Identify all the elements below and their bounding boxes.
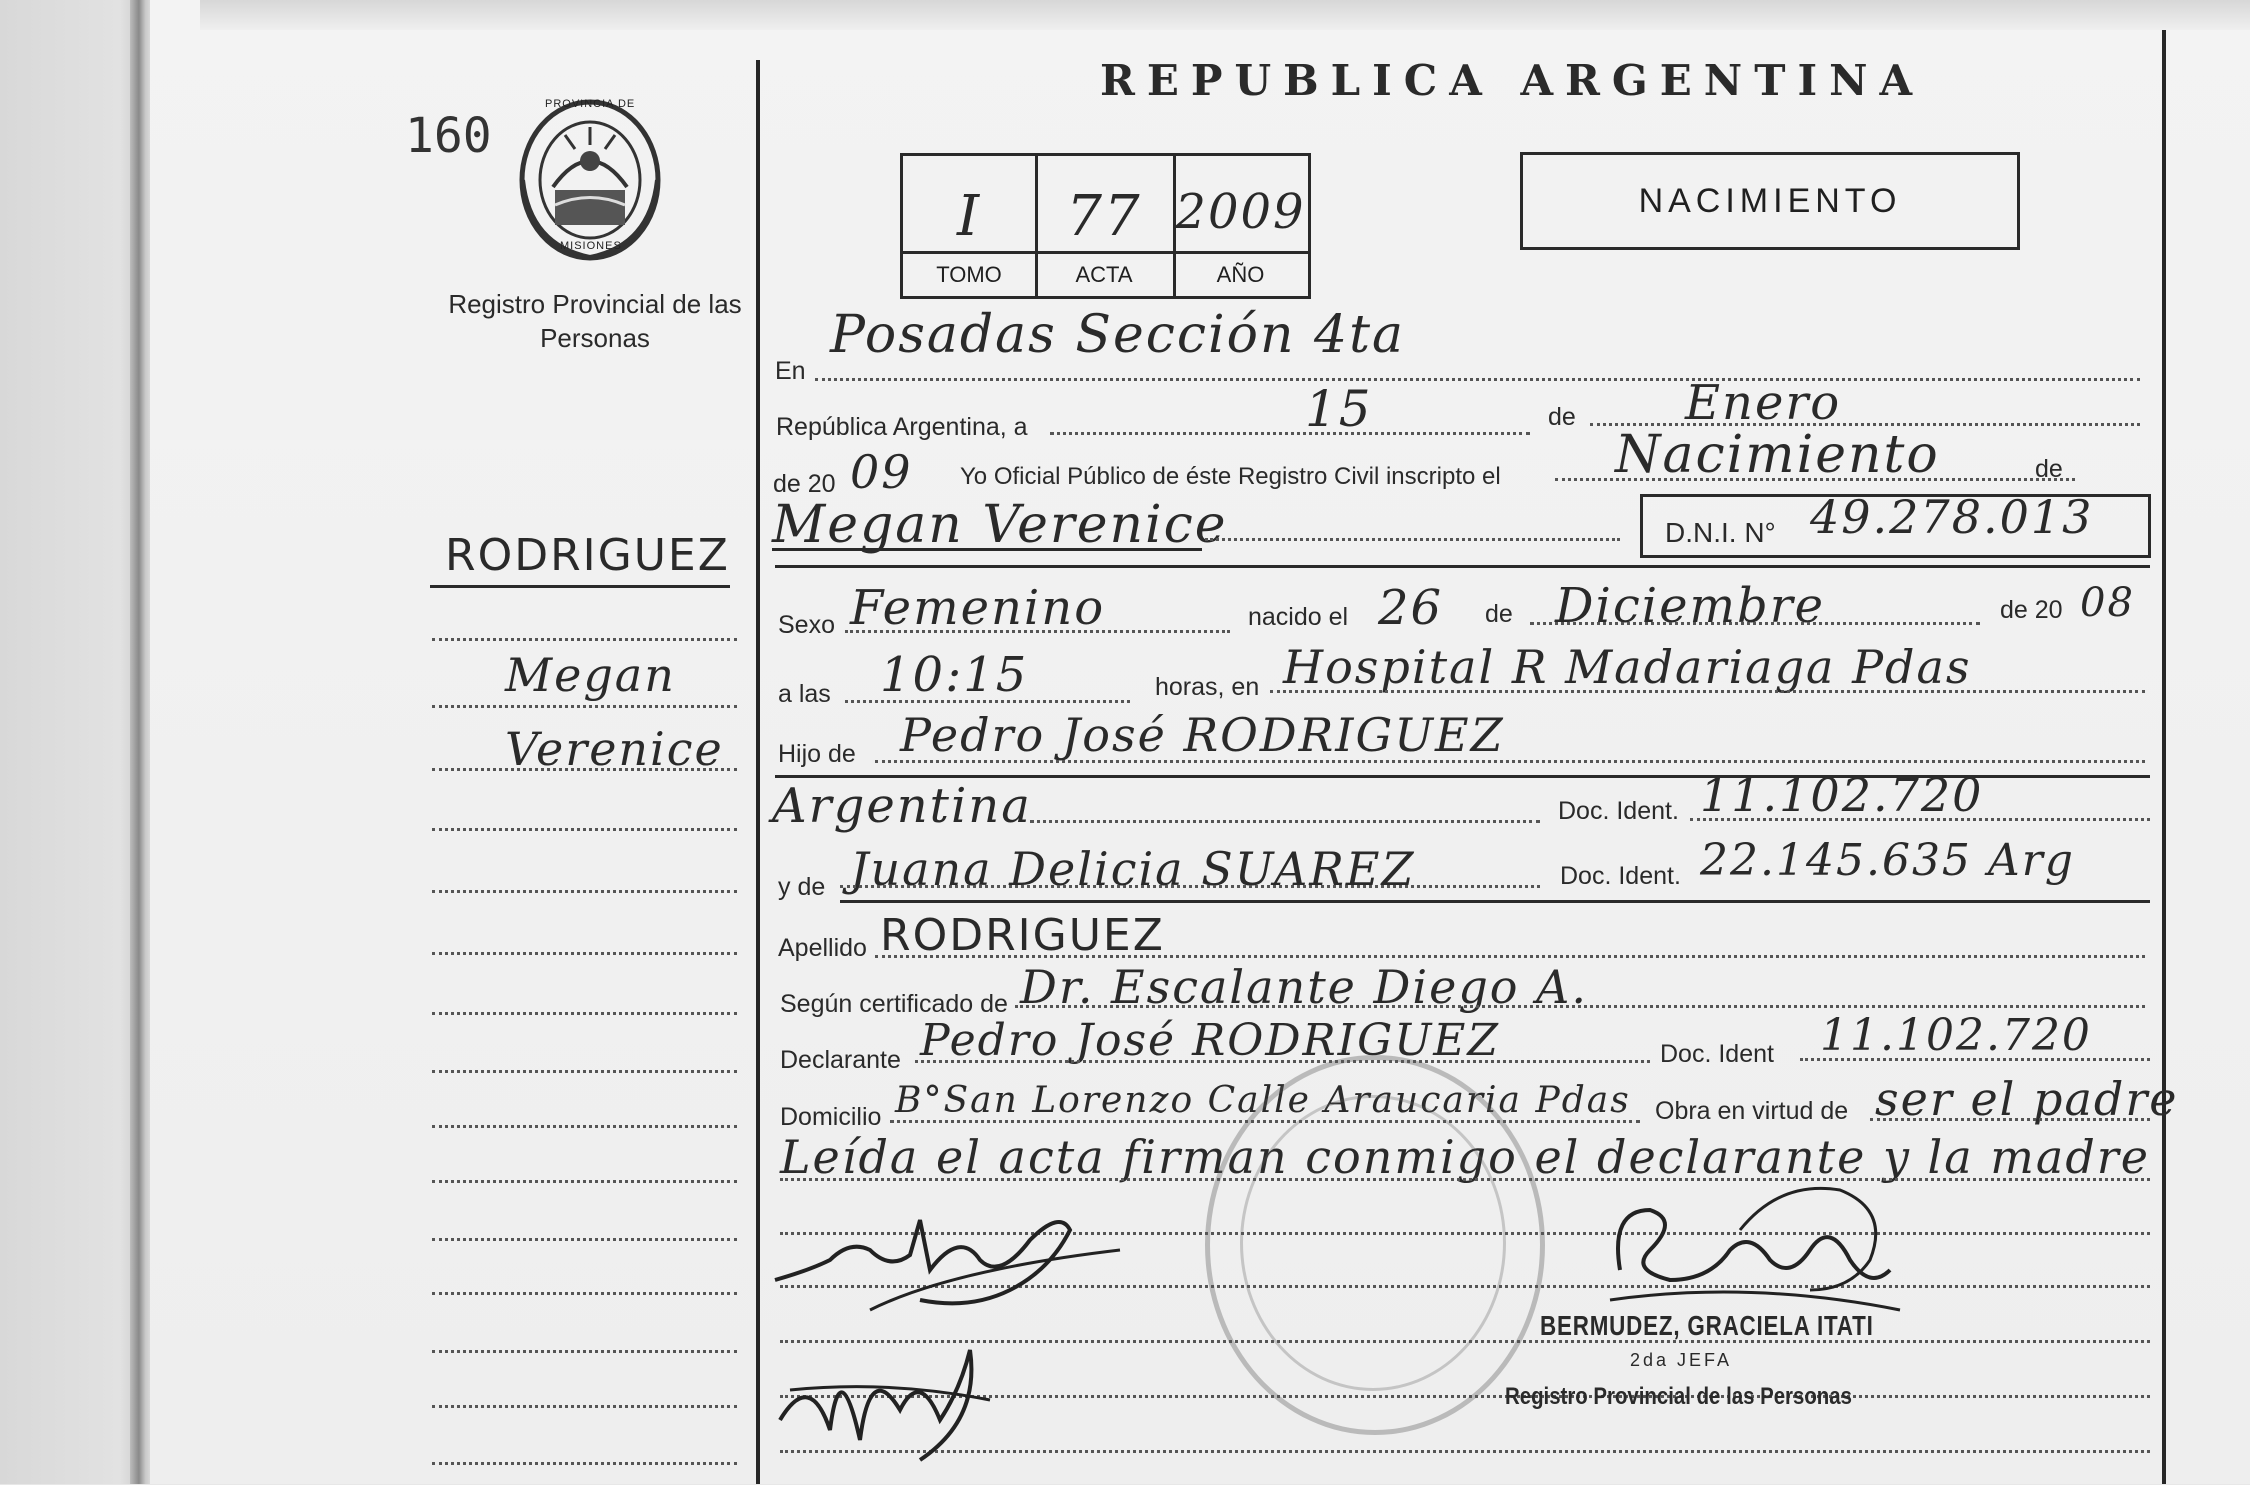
value-inscription: Nacimiento <box>1615 425 1940 485</box>
official-office: Registro Provincial de las Personas <box>1505 1383 1852 1410</box>
line-father-nationality <box>1030 820 1540 823</box>
margin-line <box>432 1012 737 1015</box>
seal-bottom-text: MISIONES <box>560 240 622 252</box>
label-de: de <box>1548 403 1576 431</box>
label-doc-ident-2: Doc. Ident. <box>1560 862 1681 890</box>
value-declarant: Pedro José RODRIGUEZ <box>920 1015 1500 1066</box>
acta-label: ACTA <box>1035 251 1173 296</box>
value-capacity: ser el padre <box>1875 1072 2179 1126</box>
label-republica: República Argentina, a <box>776 413 1028 441</box>
line-birth-month <box>1530 622 1980 625</box>
margin-line <box>432 890 737 893</box>
label-a-las: a las <box>778 680 831 708</box>
label-en: En <box>775 357 806 385</box>
line-mother <box>840 885 1540 888</box>
label-apellido: Apellido <box>778 934 867 962</box>
official-signature <box>1590 1170 1920 1330</box>
margin-line <box>432 952 737 955</box>
official-role: 2da JEFA <box>1630 1350 1733 1370</box>
value-mother: Juana Delicia SUAREZ <box>850 842 1416 896</box>
label-obra: Obra en virtud de <box>1655 1097 1849 1125</box>
section-rule <box>840 900 2150 903</box>
value-doctor: Dr. Escalante Diego A. <box>1020 960 1588 1014</box>
book-binding <box>130 0 152 1484</box>
label-oficial: Yo Oficial Público de éste Registro Civil inscripto el <box>960 463 1501 490</box>
margin-line <box>432 1350 737 1353</box>
margin-line <box>432 1180 737 1183</box>
line-sex <box>845 630 1230 633</box>
value-birth-day: 26 <box>1378 580 1444 636</box>
margin-line <box>432 828 737 831</box>
label-dni: D.N.I. N° <box>1665 517 1776 548</box>
line-declarant-doc <box>1800 1058 2150 1061</box>
tomo-label: TOMO <box>903 251 1035 296</box>
official-stamp-inner <box>1240 1095 1506 1391</box>
label-hijo-de: Hijo de <box>778 740 856 768</box>
label-de-mid: de <box>1485 600 1513 628</box>
value-place: Posadas Sección 4ta <box>830 305 1405 365</box>
margin-line <box>432 1125 737 1128</box>
line-father <box>875 760 2145 763</box>
mother-signature <box>770 1330 1010 1480</box>
line-father-doc <box>1690 818 2150 821</box>
value-address: B°San Lorenzo Calle Araucaria Pdas <box>895 1080 1631 1121</box>
label-doc-ident-3: Doc. Ident <box>1660 1040 1774 1068</box>
declarant-signature <box>770 1200 1150 1320</box>
value-hospital: Hospital R Madariaga Pdas <box>1283 640 1972 694</box>
country-title: REPUBLICA ARGENTINA <box>1100 56 1925 105</box>
line-inscription <box>1555 478 2075 481</box>
seal-top-text: PROVINCIA DE <box>545 98 636 110</box>
line-doctor <box>1015 1005 2145 1008</box>
registry-label: Registro Provincial de las Personas <box>448 289 742 353</box>
line-place <box>815 378 2140 381</box>
anio-label: AÑO <box>1173 251 1308 296</box>
value-sex: Femenino <box>850 580 1106 636</box>
acta-cell <box>1035 156 1176 296</box>
line-child-name-rest <box>1205 538 1620 541</box>
value-mother-doc: 22.145.635 Arg <box>1700 835 2075 886</box>
label-de-end: de <box>2035 455 2063 483</box>
label-declarante: Declarante <box>780 1046 901 1074</box>
value-father-doc: 11.102.720 <box>1700 768 1984 822</box>
acta-value: 77 <box>1066 184 1142 249</box>
page-number: 160 <box>405 108 492 164</box>
official-name: BERMUDEZ, GRACIELA ITATI <box>1540 1310 1874 1341</box>
margin-surname-line <box>430 585 730 588</box>
record-box <box>900 153 1311 299</box>
value-birth-month: Diciembre <box>1555 578 1826 634</box>
value-time: 10:15 <box>880 647 1029 703</box>
margin-line <box>432 1462 737 1465</box>
anio-value: 2009 <box>1175 184 1306 240</box>
line-capacity <box>1870 1118 2150 1121</box>
label-y-de: y de <box>778 873 826 901</box>
tomo-cell <box>903 156 1038 296</box>
label-de-2008: de 20 <box>2000 596 2063 624</box>
value-child-name: Megan Verenice <box>772 495 1228 555</box>
tomo-value: I <box>956 184 982 249</box>
section-rule <box>775 565 2150 568</box>
margin-line <box>432 1292 737 1295</box>
value-father: Pedro José RODRIGUEZ <box>900 708 1505 762</box>
margin-line <box>432 705 737 708</box>
margin-line <box>432 638 737 641</box>
label-segun: Según certificado de <box>780 990 1008 1018</box>
margin-line <box>432 1238 737 1241</box>
value-surname: RODRIGUEZ <box>880 910 1165 961</box>
line-surname <box>875 955 2145 958</box>
document-type-box: NACIMIENTO <box>1520 152 2020 250</box>
label-de-20: de 20 <box>773 470 836 498</box>
value-month: Enero <box>1685 375 1842 431</box>
label-nacido: nacido el <box>1248 603 1349 631</box>
margin-surname: RODRIGUEZ <box>445 530 730 581</box>
margin-line <box>432 1070 737 1073</box>
value-closing: Leída el acta firman conmigo el declarante y la madre <box>780 1130 2151 1184</box>
page-fold <box>200 0 2250 30</box>
line-child-name <box>772 548 1202 551</box>
label-domicilio: Domicilio <box>780 1103 882 1131</box>
label-sexo: Sexo <box>778 611 835 639</box>
value-father-nationality: Argentina <box>772 778 1032 834</box>
label-horas-en: horas, en <box>1155 673 1260 701</box>
value-year-suffix: 09 <box>850 445 913 499</box>
anio-cell <box>1173 156 1308 296</box>
line-time <box>845 700 1130 703</box>
margin-line <box>432 1405 737 1408</box>
label-doc-ident-1: Doc. Ident. <box>1558 797 1679 825</box>
value-day: 15 <box>1305 380 1373 438</box>
line-hospital <box>1270 690 2145 693</box>
margin-line <box>432 768 737 771</box>
value-declarant-doc: 11.102.720 <box>1820 1010 2092 1061</box>
line-day <box>1050 432 1530 435</box>
margin-divider <box>756 60 760 1484</box>
value-birth-year-suffix: 08 <box>2080 580 2135 626</box>
value-dni: 49.278.013 <box>1810 490 2094 544</box>
margin-given-name-2: Verenice <box>505 722 724 776</box>
right-border <box>2162 30 2166 1484</box>
line-declarant <box>915 1060 1650 1063</box>
margin-given-name-1: Megan <box>505 648 676 702</box>
